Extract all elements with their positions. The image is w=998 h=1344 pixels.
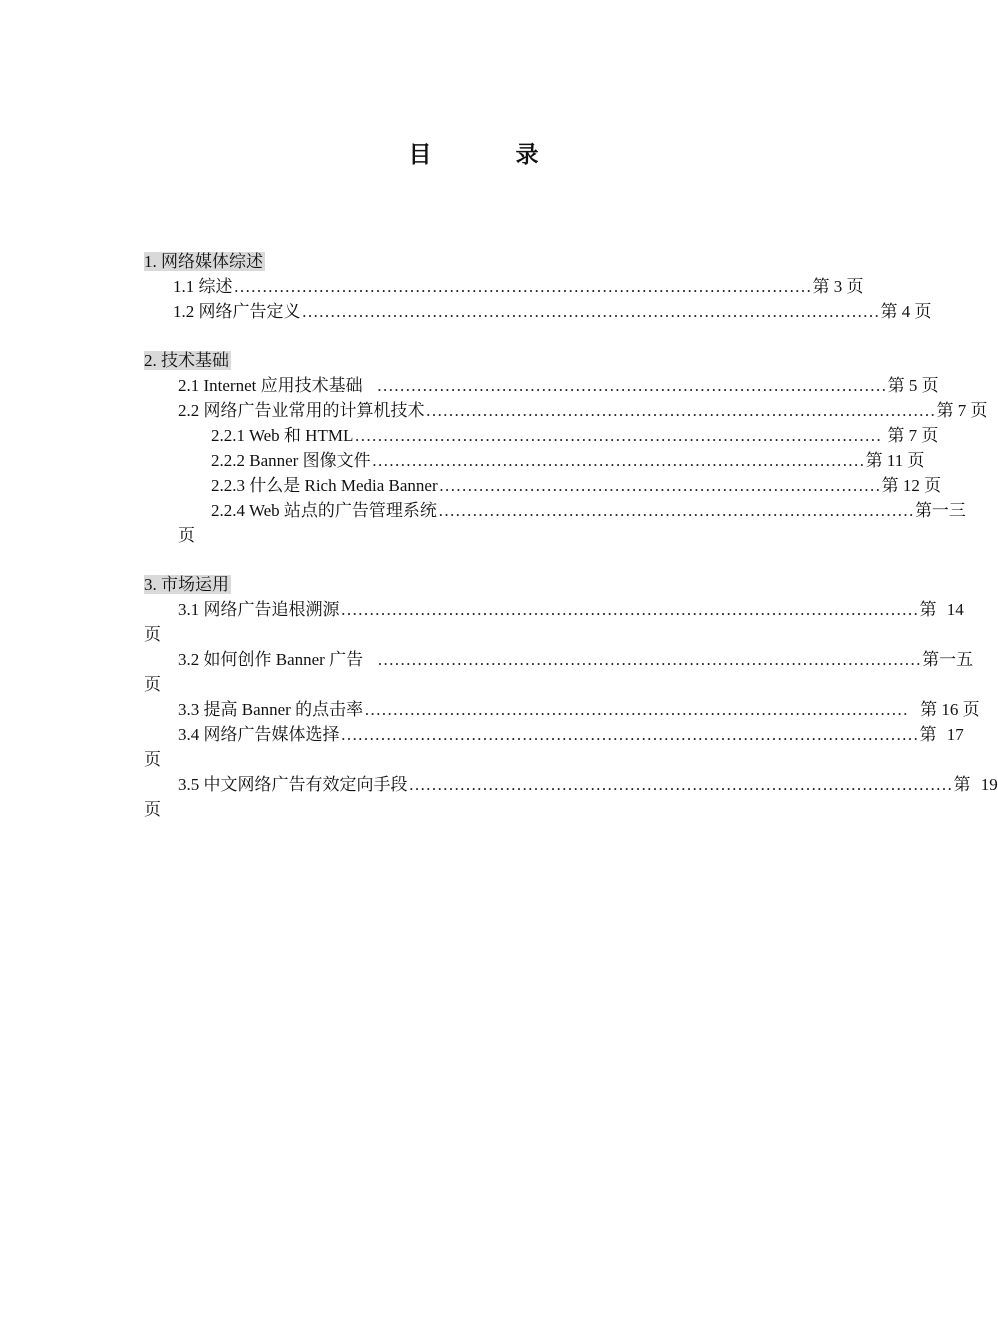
leader-dots: …………………………………………………………………… xyxy=(438,476,881,495)
section-heading[interactable] xyxy=(144,572,231,597)
toc-entry-page-continuation: 页 xyxy=(144,800,161,819)
toc-entry[interactable] xyxy=(211,448,925,473)
toc-entry-page: 第 3 页 xyxy=(812,277,864,296)
toc-entry[interactable] xyxy=(211,423,939,448)
toc-entry-page: 第 11 页 xyxy=(865,451,925,470)
page-title: 目 录 xyxy=(408,142,577,168)
toc-entry[interactable] xyxy=(173,299,932,324)
leader-dots: ………………………………………………………………………………………… xyxy=(340,600,919,619)
toc-entry[interactable] xyxy=(178,597,964,622)
leader-dots: …………………………………………………………………………………… xyxy=(408,775,953,794)
toc-entry[interactable] xyxy=(211,473,942,498)
toc-entry-label: 2.1 Internet 应用技术基础 xyxy=(178,376,363,395)
leader-dots: ………………………………………………………………………… xyxy=(437,501,914,520)
toc-entry-page: 第 4 页 xyxy=(880,302,932,321)
toc-entry-label: 1.2 网络广告定义 xyxy=(173,302,301,321)
toc-entry-page-continuation: 页 xyxy=(144,675,161,694)
section-heading-label: 3. 市场运用 xyxy=(144,575,229,594)
toc-entry-label: 2.2 网络广告业常用的计算机技术 xyxy=(178,401,425,420)
toc-entry-page: 第一三 xyxy=(914,501,966,520)
toc-entry-label: 3.3 提高 Banner 的点击率 xyxy=(178,700,364,719)
toc-entry[interactable] xyxy=(178,373,939,398)
toc-entry-page: 第一五 xyxy=(922,650,974,669)
section-heading[interactable] xyxy=(144,348,231,373)
toc-entry-label: 2.2.4 Web 站点的广告管理系统 xyxy=(211,501,437,520)
leader-dots: ………………………………………………………………………………………… xyxy=(233,277,812,296)
leader-dots: ………………………………………………………………………………… xyxy=(354,426,882,445)
toc-entry-page-continuation: 页 xyxy=(178,526,195,545)
toc-entry-label: 1.1 综述 xyxy=(173,277,233,296)
toc-entry[interactable] xyxy=(178,722,964,747)
leader-dots: ………………………………………………………………………………………… xyxy=(340,725,919,744)
leader-dots: ……………………………………………………………………………… xyxy=(425,401,936,420)
toc-entry-page: 第 19 xyxy=(953,775,998,794)
toc-entry[interactable] xyxy=(178,697,980,722)
toc-entry-page: 第 5 页 xyxy=(887,376,939,395)
leader-dots: …………………………………………………………………………… xyxy=(371,451,865,470)
leader-dots: …………………………………………………………………………………… xyxy=(364,700,909,719)
toc-entry-page: 第 7 页 xyxy=(936,401,988,420)
toc-entry[interactable] xyxy=(211,498,966,523)
toc-entry-label: 3.5 中文网络广告有效定向手段 xyxy=(178,775,408,794)
toc-entry-page: 第 14 xyxy=(919,600,964,619)
section-heading-label: 2. 技术基础 xyxy=(144,351,229,370)
toc-entry-page: 第 7 页 xyxy=(887,426,939,445)
toc-entry-label: 2.2.2 Banner 图像文件 xyxy=(211,451,371,470)
toc-entry[interactable] xyxy=(173,274,864,299)
toc-entry-label: 3.1 网络广告追根溯源 xyxy=(178,600,340,619)
toc-entry-label: 2.2.1 Web 和 HTML xyxy=(211,426,354,445)
toc-entry-label: 2.2.3 什么是 Rich Media Banner xyxy=(211,476,438,495)
leader-dots: …………………………………………………………………………………… xyxy=(377,650,922,669)
leader-dots: ………………………………………………………………………………………… xyxy=(301,302,880,321)
toc-entry-label: 3.4 网络广告媒体选择 xyxy=(178,725,340,744)
toc-entry[interactable] xyxy=(178,398,988,423)
section-heading[interactable] xyxy=(144,249,265,274)
toc-entry-page-continuation: 页 xyxy=(144,625,161,644)
toc-entry-page: 第 16 页 xyxy=(920,700,980,719)
toc-entry-page-continuation: 页 xyxy=(144,750,161,769)
section-heading-label: 1. 网络媒体综述 xyxy=(144,252,263,271)
leader-dots: ……………………………………………………………………………… xyxy=(376,376,887,395)
toc-entry-page: 第 17 xyxy=(919,725,964,744)
toc-entry-page: 第 12 页 xyxy=(881,476,942,495)
toc-entry-label: 3.2 如何创作 Banner 广告 xyxy=(178,650,364,669)
toc-entry[interactable] xyxy=(178,647,974,672)
toc-entry[interactable] xyxy=(178,772,998,797)
